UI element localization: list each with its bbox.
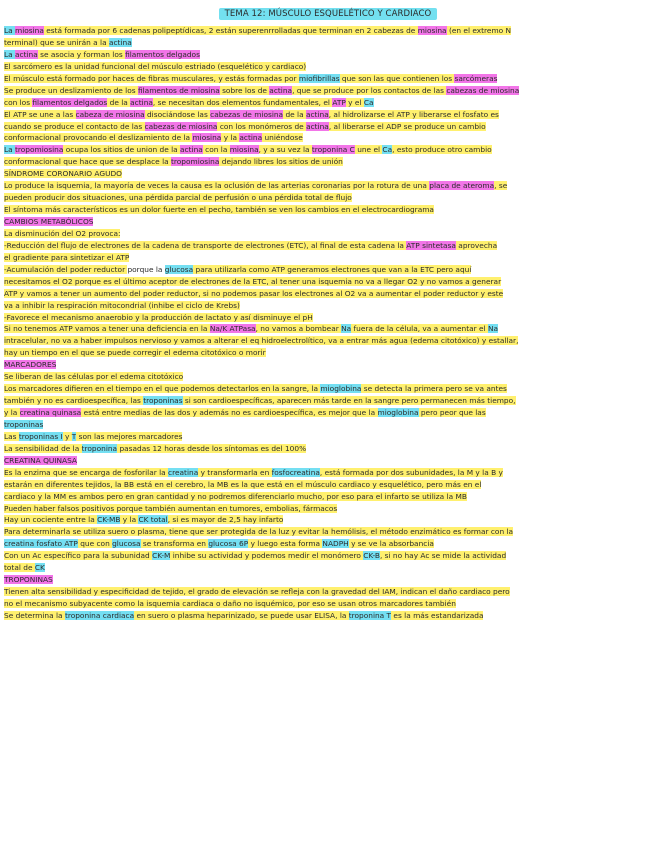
highlight-pink: actina [239,133,263,143]
note-line [4,73,652,85]
note-text: (en el extremo N [446,26,512,35]
note-text: inhibe su actividad y podemos medir el monómero [170,551,364,561]
highlight-pink: cabeza de miosina [75,109,145,119]
note-text: también y no es cardioespecífica, las [4,396,144,406]
note-line [4,335,652,347]
highlight-pink: CREATINA QUINASA [4,455,77,465]
note-text: con los [4,97,33,107]
highlight-pink: miosina [192,133,222,143]
note-line [4,610,652,622]
note-text: porque la [127,264,165,274]
note-text: el gradiente para sintetizar el ATP [4,252,130,262]
note-line [4,323,652,335]
note-text: Tienen alta sensibilidad y especificidad de tejido, el grado de elevación se refleja con la gravedad del IAM, indican el daño cardiaco pero [4,587,510,597]
highlight-blue: La [4,145,15,155]
note-text: dejando libres los sitios de unión [219,157,343,167]
note-text: y transformarla en [198,467,272,477]
note-text: y el [345,97,364,107]
highlight-pink: ATP sintetasa [406,240,456,250]
note-text: y [62,431,72,441]
highlight-pink: TROPONINAS [4,575,53,585]
highlight-blue: troponina cardiaca [64,610,135,620]
note-line [4,180,652,192]
note-text: ATP y vamos a tener un aumento del poder reductor, si no podemos pasar los electrones al O2 va a aumentar el poder reductor y este [4,288,504,298]
note-line [4,156,652,168]
note-text: cuando se produce el contacto de las [4,121,145,131]
note-text: -Acumulación del poder reductor [4,264,128,274]
note-line [4,538,652,550]
highlight-blue: mioglobina [320,384,362,394]
highlight-pink: filamentos delgados [32,97,108,107]
note-line [4,312,652,324]
note-text: , al hidrolizarse el ATP y liberarse el fosfato es [328,109,499,119]
note-text: son las mejores marcadores [76,431,183,441]
note-line [4,252,652,264]
note-line [4,240,652,252]
note-line [4,97,652,109]
note-text: El ATP se une a las [4,109,76,119]
note-text: que son las que contienen los [339,73,455,83]
highlight-pink: actina [130,97,153,107]
highlight-blue: mioglobina [377,408,419,417]
note-text: necesitamos el O2 porque es el último aceptor de electrones de la ETC, al tener una isquemia no va a llegar O2 y no vamos a generar [4,276,502,286]
note-line [4,479,652,491]
note-text: se detecta la primera pero se va antes [361,384,507,394]
highlight-blue: La [4,26,15,35]
highlight-pink: cabezas de miosina [210,109,284,119]
note-text: de la [283,109,306,119]
note-text: en suero o plasma heparinizado, se puede usar ELISA, la [134,610,349,620]
highlight-blue: Ca [382,145,393,155]
note-line [4,419,652,431]
highlight-pink: Na/K ATPasa [209,324,256,334]
note-line [4,395,652,407]
highlight-blue: CK-M [152,551,171,561]
note-line [4,288,652,300]
note-text: se transforma en [140,539,209,549]
note-text: , esto produce otro cambio [392,145,492,155]
note-text: para utilizarla como ATP generamos electrones que van a la ETC pero aquí [193,264,472,274]
highlight-pink: creatina quinasa [19,408,82,417]
note-text: y la [221,133,240,143]
note-text: , que se produce por los contactos de las [292,85,447,95]
note-line [4,467,652,479]
highlight-blue: troponinas [143,396,183,406]
note-line [4,407,652,419]
note-text: ocupa los sitios de union de la [63,145,181,155]
note-text: Pueden haber falsos positivos porque también aumentan en tumores, embolias, fármacos [4,503,338,513]
note-line [4,85,652,97]
highlight-blue: Ca [363,97,374,107]
highlight-blue: glucosa [164,264,194,274]
note-line [4,264,652,276]
note-text: Hay un cociente entre la [4,515,98,525]
note-text: fuera de la célula, va a aumentar el [351,324,488,334]
note-text: cardiaco y la MM es ambos pero en gran cantidad y no podremos diferenciarlo mucho, por eso para el infarto se utiliza la MB [4,491,467,501]
note-text: hay un tiempo en el que se puede corregir el edema citotóxico o morir [4,348,266,358]
highlight-pink: ATP [332,97,346,107]
note-text: El músculo está formado por haces de fibras musculares, y estás formadas por [4,73,299,83]
note-line [4,300,652,312]
note-text: Para determinarla se utiliza suero o plasma, tiene que ser protegida de la luz y evitar la hemólisis, el método enzimático es formar con la [4,527,514,537]
highlight-pink: tropomiosina [171,157,220,167]
note-text: y se ve la absorbancia [348,539,434,549]
highlight-pink: cabezas de miosina [446,85,520,95]
note-line [4,132,652,144]
note-text: La disminución del O2 provoca: [4,228,121,238]
highlight-blue: Na [487,324,499,334]
note-text: Los marcadores difieren en el tiempo en el que podemos detectarlos en la sangre, la [4,384,321,394]
highlight-blue: CK total [138,515,168,525]
note-text: , y a su vez la [258,145,312,155]
note-text: con la [202,145,230,155]
note-line [4,562,652,574]
note-line [4,109,652,121]
note-line [4,25,652,37]
highlight-blue: NADPH [322,539,349,549]
highlight-blue: CK-B [363,551,380,561]
highlight-pink: MARCADORES [4,360,57,370]
highlight-blue: miofibrillas [298,73,340,83]
highlight-blue: La [4,49,15,59]
note-text: Es la enzima que se encarga de fosforilar la [4,467,169,477]
note-line [4,574,652,586]
highlight-pink: miosina [15,26,44,35]
note-text: pueden producir dos situaciones, una pérdida parcial de perfusión o una pérdida total de flujo [4,193,352,203]
note-text: Con un Ac específico para la subunidad [4,551,153,561]
note-text: , se [494,181,508,191]
note-text: Si no tenemos ATP vamos a tener una deficiencia en la [4,324,210,334]
highlight-pink: miosina [229,145,259,155]
highlight-pink: actina [269,85,293,95]
note-line [4,491,652,503]
note-text: disociándose las [144,109,211,119]
highlight-blue: Na [341,324,352,334]
note-text: total de [4,563,35,573]
note-text: , se necesitan dos elementos fundamentales, el [152,97,333,107]
note-text: con los monómeros de [217,121,307,131]
note-line [4,347,652,359]
highlight-blue: T [71,431,77,441]
highlight-pink: miosina [417,26,447,35]
note-text: es la más estandarizada [391,610,484,620]
note-text: si son cardioespecíficas, aparecen más tarde en la sangre pero permanecen más tiempo, [182,396,516,406]
note-text: -Reducción del flujo de electrones de la cadena de transporte de electrones (ETC), al final de esta cadena la [4,240,407,250]
note-line [4,49,652,61]
highlight-pink: actina [306,121,329,131]
highlight-pink: actina [180,145,203,155]
note-text: , al liberarse el ADP se produce un cambio [328,121,486,131]
highlight-blue: CK-MB [97,515,121,525]
note-line [4,383,652,395]
note-line [4,526,652,538]
note-line [4,168,652,180]
note-line [4,228,652,240]
note-line [4,121,652,133]
highlight-pink: filamentos delgados [125,49,200,59]
note-text: une el [354,145,383,155]
note-line [4,61,652,73]
note-text: Lo produce la isquemia, la mayoría de veces la causa es la oclusión de las arterias coronarias por la rotura de una [4,181,430,191]
highlight-pink: actina [15,49,38,59]
note-line [4,216,652,228]
note-text: , si es mayor de 2,5 hay infarto [167,515,284,525]
note-line [4,586,652,598]
note-text: sobre los de [219,85,270,95]
page-title: TEMA 12: MÚSCULO ESQUELÉTICO Y CARDIACO [219,8,438,20]
note-text: intracelular, no va a haber impulsos nervioso y vamos a alterar el eq hidroelectrolítico, va a entrar más agua (edema citotóxico) y estallar, [4,336,519,346]
highlight-pink: CAMBIOS METABÓLICOS [4,217,94,226]
note-text: no el mecanismo subyacente como la isquemia cardiaca o daño no isquémico, por eso se usan otros marcadores también [4,599,456,608]
highlight-blue: troponinas I [18,431,63,441]
note-line [4,204,652,216]
note-line [4,443,652,455]
note-text: pasadas 12 horas desde los síntomas es del 100% [117,443,307,453]
note-text: , no vamos a bombear [255,324,342,334]
note-line [4,276,652,288]
note-line [4,144,652,156]
note-text: estarán en diferentes tejidos, la BB está en el cerebro, la MB es la que está en el músculo cardiaco y esquelético, pero más en el [4,479,482,489]
note-text: y luego esta forma [248,539,323,549]
highlight-blue: troponina T [348,610,392,620]
note-text: Se determina la [4,610,65,620]
note-text: Se produce un deslizamiento de los [4,85,138,95]
note-text: conformacional provocando el deslizamiento de la [4,133,193,143]
note-text: terminal) que se unirán a la [4,37,109,47]
note-text: va a inhibir la respiración mitocondrial (inhibe el ciclo de Krebs) [4,300,240,310]
note-line [4,514,652,526]
highlight-pink: sarcómeras [454,73,498,83]
highlight-pink: cabezas de miosina [144,121,218,131]
note-text: pero peor que las [418,408,486,417]
note-line [4,359,652,371]
note-text: y la [120,515,139,525]
highlight-pink: actina [305,109,329,119]
notes-page [4,8,652,622]
title-wrap [4,8,652,20]
note-text: conformacional que hace que se desplace la [4,157,171,167]
highlight-blue: creatina [168,467,199,477]
highlight-blue: CK [34,563,45,573]
highlight-pink: filamentos de miosina [137,85,220,95]
note-text: que con [77,539,113,549]
note-line [4,598,652,610]
highlight-pink: tropomiosina [15,145,64,155]
note-text: -Favorece el mecanismo anaerobio y la producción de lactato y así disminuye el pH [4,312,313,322]
note-text: y la [4,408,20,417]
highlight-pink: troponina C [311,145,355,155]
note-text: , está formada por dos subunidades, la M y la B y [319,467,503,477]
highlight-blue: creatina fosfato ATP [4,539,78,549]
note-text: está entre medias de las dos y además no es cardioespecífica, es mejor que la [81,408,378,417]
highlight-blue: troponinas [4,419,44,429]
note-line [4,455,652,467]
highlight-blue: glucosa [112,539,141,549]
note-text: se asocia y forman los [37,49,126,59]
note-line [4,503,652,515]
highlight-blue: troponina [81,443,118,453]
note-text: El síntoma más característicos es un dolor fuerte en el pecho, también se ven los cambios en el electrocardiograma [4,205,434,215]
highlight-blue: actina [108,37,132,47]
note-text: de la [107,97,131,107]
note-text: está formada por 6 cadenas polipeptídicas, 2 están superenrrolladas que terminan en 2 cabezas de [43,26,418,35]
note-text: SÍNDROME CORONARIO AGUDO [4,169,123,179]
note-text: El sarcómero es la unidad funcional del músculo estriado (esquelético y cardiaco) [4,61,307,71]
note-text: aprovecha [455,240,498,250]
note-line [4,550,652,562]
note-text: La sensibilidad de la [4,443,82,453]
note-line [4,192,652,204]
note-line [4,37,652,49]
note-line [4,431,652,443]
note-text: , si no hay Ac se mide la actividad [379,551,507,561]
note-text: Las [4,431,19,441]
highlight-pink: placa de ateroma [429,181,495,191]
note-text: Se liberan de las células por el edema citotóxico [4,372,184,382]
highlight-blue: glucosa 6P [208,539,249,549]
highlight-blue: fosfocreatina [271,467,320,477]
notes-body [4,25,652,622]
note-line [4,371,652,383]
note-text: uniéndose [262,133,303,143]
